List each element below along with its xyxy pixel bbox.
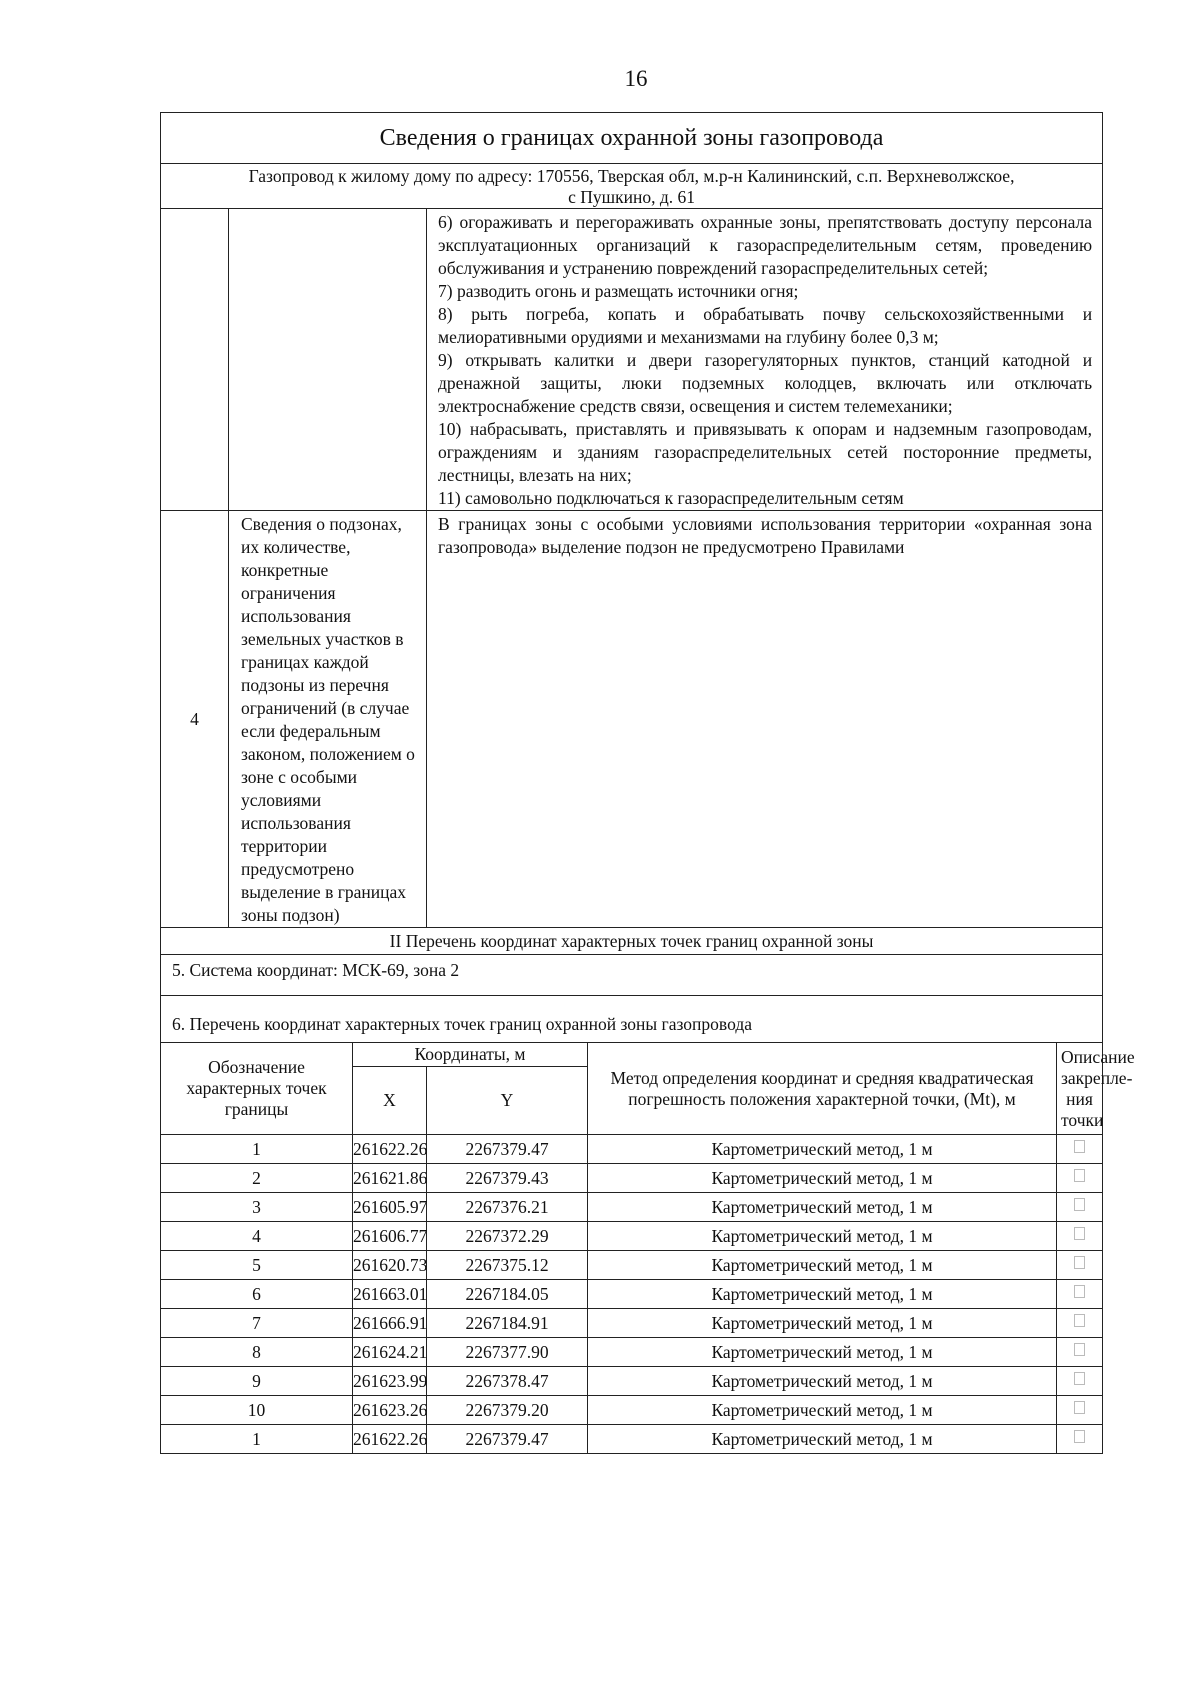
point-method: Картометрический метод, 1 м — [588, 1280, 1057, 1309]
restriction-item: 10) набрасывать, приставлять и привязывать к опорам и надземным газопроводам, ограждениям и зданиям газораспределительных сетей посторонние предметы, лестницы, влезать на них; — [438, 419, 1093, 485]
point-method: Картометрический метод, 1 м — [588, 1396, 1057, 1425]
point-fixation — [1057, 1425, 1103, 1454]
row-label-cell-empty — [229, 209, 427, 511]
point-method: Картометрический метод, 1 м — [588, 1251, 1057, 1280]
point-id: 1 — [161, 1425, 353, 1454]
header-designation: Обозначение характерных точек границы — [161, 1043, 353, 1135]
coordinate-system: 5. Система координат: МСК-69, зона 2 — [161, 955, 1103, 996]
point-fixation — [1057, 1193, 1103, 1222]
points-list-title: 6. Перечень координат характерных точек границ охранной зоны газопровода — [161, 996, 1103, 1043]
object-address-line2: с Пушкино, д. 61 — [568, 187, 695, 207]
point-id: 6 — [161, 1280, 353, 1309]
subzones-label: Сведения о подзонах, их количестве, конкретные ограничения использования земельных участков в границах каждой подзоны из перечня ограничений (в случае если федеральным законом, положением о зоне с особыми условиями использования территории предусмотрено выделение в границах зоны подзон) — [229, 511, 427, 928]
point-row — [161, 1367, 1103, 1396]
point-fixation — [1057, 1309, 1103, 1338]
placeholder-box-icon — [1074, 1401, 1085, 1414]
point-y: 2267377.90 — [427, 1338, 588, 1367]
point-id: 4 — [161, 1222, 353, 1251]
point-x: 261623.99 — [353, 1367, 427, 1396]
point-id: 3 — [161, 1193, 353, 1222]
header-description: Описание закрепле-ния точки — [1057, 1043, 1103, 1135]
point-row — [161, 1193, 1103, 1222]
point-y: 2267379.47 — [427, 1425, 588, 1454]
header-x: X — [353, 1067, 427, 1135]
restrictions-list — [427, 209, 1103, 511]
point-fixation — [1057, 1280, 1103, 1309]
header-method-text: Метод определения координат и средняя квадратическая погрешность положения характерной точки, (Мt), м — [610, 1067, 1034, 1109]
point-row — [161, 1251, 1103, 1280]
point-x: 261606.77 — [353, 1222, 427, 1251]
point-fixation — [1057, 1135, 1103, 1164]
placeholder-box-icon — [1074, 1198, 1085, 1211]
points-table-body — [161, 1135, 1103, 1454]
point-y: 2267379.47 — [427, 1135, 588, 1164]
restriction-item: 6) огораживать и перегораживать охранные зоны, препятствовать доступу персонала эксплуатационных организаций к газораспределительным сетям, проведению обслуживания и устранению повреждений газораспределительных сетей; — [438, 212, 1093, 278]
point-method: Картометрический метод, 1 м — [588, 1193, 1057, 1222]
point-fixation — [1057, 1396, 1103, 1425]
header-coordinates: Координаты, м — [353, 1043, 588, 1067]
point-fixation — [1057, 1338, 1103, 1367]
restriction-item: 9) открывать калитки и двери газорегуляторных пунктов, станций катодной и дренажной защиты, люки подземных колодцев, включать или отключать электроснабжение средств связи, освещения и систем телемеханики; — [438, 350, 1093, 416]
point-id: 2 — [161, 1164, 353, 1193]
placeholder-box-icon — [1074, 1372, 1085, 1385]
object-address — [161, 164, 1103, 209]
point-x: 261622.26 — [353, 1135, 427, 1164]
point-y: 2267372.29 — [427, 1222, 588, 1251]
document-title: Сведения о границах охранной зоны газопровода — [161, 113, 1103, 164]
placeholder-box-icon — [1074, 1285, 1085, 1298]
zone-info-table — [160, 112, 1135, 1454]
restriction-item: 11) самовольно подключаться к газораспределительным сетям — [438, 488, 904, 508]
restriction-item: 8) рыть погреба, копать и обрабатывать почву сельскохозяйственными и мелиоративными орудиями и механизмами на глубину более 0,3 м; — [438, 304, 1093, 347]
restriction-item: 7) разводить огонь и размещать источники огня; — [438, 281, 799, 301]
point-method: Картометрический метод, 1 м — [588, 1425, 1057, 1454]
point-id: 7 — [161, 1309, 353, 1338]
subzones-value: В границах зоны с особыми условиями использования территории «охранная зона газопровода» выделение подзон не предусмотрено Правилами — [427, 511, 1103, 928]
point-y: 2267379.20 — [427, 1396, 588, 1425]
point-x: 261620.73 — [353, 1251, 427, 1280]
point-x: 261663.01 — [353, 1280, 427, 1309]
point-x: 261622.26 — [353, 1425, 427, 1454]
point-row — [161, 1222, 1103, 1251]
point-x: 261621.86 — [353, 1164, 427, 1193]
point-id: 5 — [161, 1251, 353, 1280]
point-x: 261624.21 — [353, 1338, 427, 1367]
point-y: 2267184.05 — [427, 1280, 588, 1309]
point-y: 2267375.12 — [427, 1251, 588, 1280]
point-method: Картометрический метод, 1 м — [588, 1222, 1057, 1251]
point-x: 261623.26 — [353, 1396, 427, 1425]
point-fixation — [1057, 1222, 1103, 1251]
placeholder-box-icon — [1074, 1140, 1085, 1153]
document-sheet — [160, 112, 1135, 1454]
point-y: 2267184.91 — [427, 1309, 588, 1338]
point-y: 2267376.21 — [427, 1193, 588, 1222]
point-fixation — [1057, 1164, 1103, 1193]
point-method: Картометрический метод, 1 м — [588, 1367, 1057, 1396]
point-row — [161, 1396, 1103, 1425]
point-x: 261666.91 — [353, 1309, 427, 1338]
point-id: 8 — [161, 1338, 353, 1367]
header-method — [588, 1043, 1057, 1135]
section-2-title: II Перечень координат характерных точек границ охранной зоны — [161, 928, 1103, 955]
header-y: Y — [427, 1067, 588, 1135]
page-number: 16 — [624, 66, 648, 91]
point-row — [161, 1135, 1103, 1164]
row-number: 4 — [161, 511, 229, 928]
placeholder-box-icon — [1074, 1430, 1085, 1443]
point-x: 261605.97 — [353, 1193, 427, 1222]
placeholder-box-icon — [1074, 1314, 1085, 1327]
point-id: 1 — [161, 1135, 353, 1164]
placeholder-box-icon — [1074, 1169, 1085, 1182]
point-row — [161, 1338, 1103, 1367]
placeholder-box-icon — [1074, 1343, 1085, 1356]
object-address-line1: Газопровод к жилому дому по адресу: 170556, Тверская обл, м.р-н Калининский, с.п. Верхневолжское, — [248, 166, 1015, 186]
placeholder-box-icon — [1074, 1227, 1085, 1240]
point-row — [161, 1425, 1103, 1454]
point-method: Картометрический метод, 1 м — [588, 1135, 1057, 1164]
point-y: 2267378.47 — [427, 1367, 588, 1396]
point-id: 10 — [161, 1396, 353, 1425]
point-method: Картометрический метод, 1 м — [588, 1338, 1057, 1367]
point-method: Картометрический метод, 1 м — [588, 1164, 1057, 1193]
point-y: 2267379.43 — [427, 1164, 588, 1193]
point-row — [161, 1309, 1103, 1338]
point-row — [161, 1164, 1103, 1193]
placeholder-box-icon — [1074, 1256, 1085, 1269]
point-method: Картометрический метод, 1 м — [588, 1309, 1057, 1338]
row-number-cell-empty — [161, 209, 229, 511]
point-fixation — [1057, 1367, 1103, 1396]
point-row — [161, 1280, 1103, 1309]
point-fixation — [1057, 1251, 1103, 1280]
point-id: 9 — [161, 1367, 353, 1396]
